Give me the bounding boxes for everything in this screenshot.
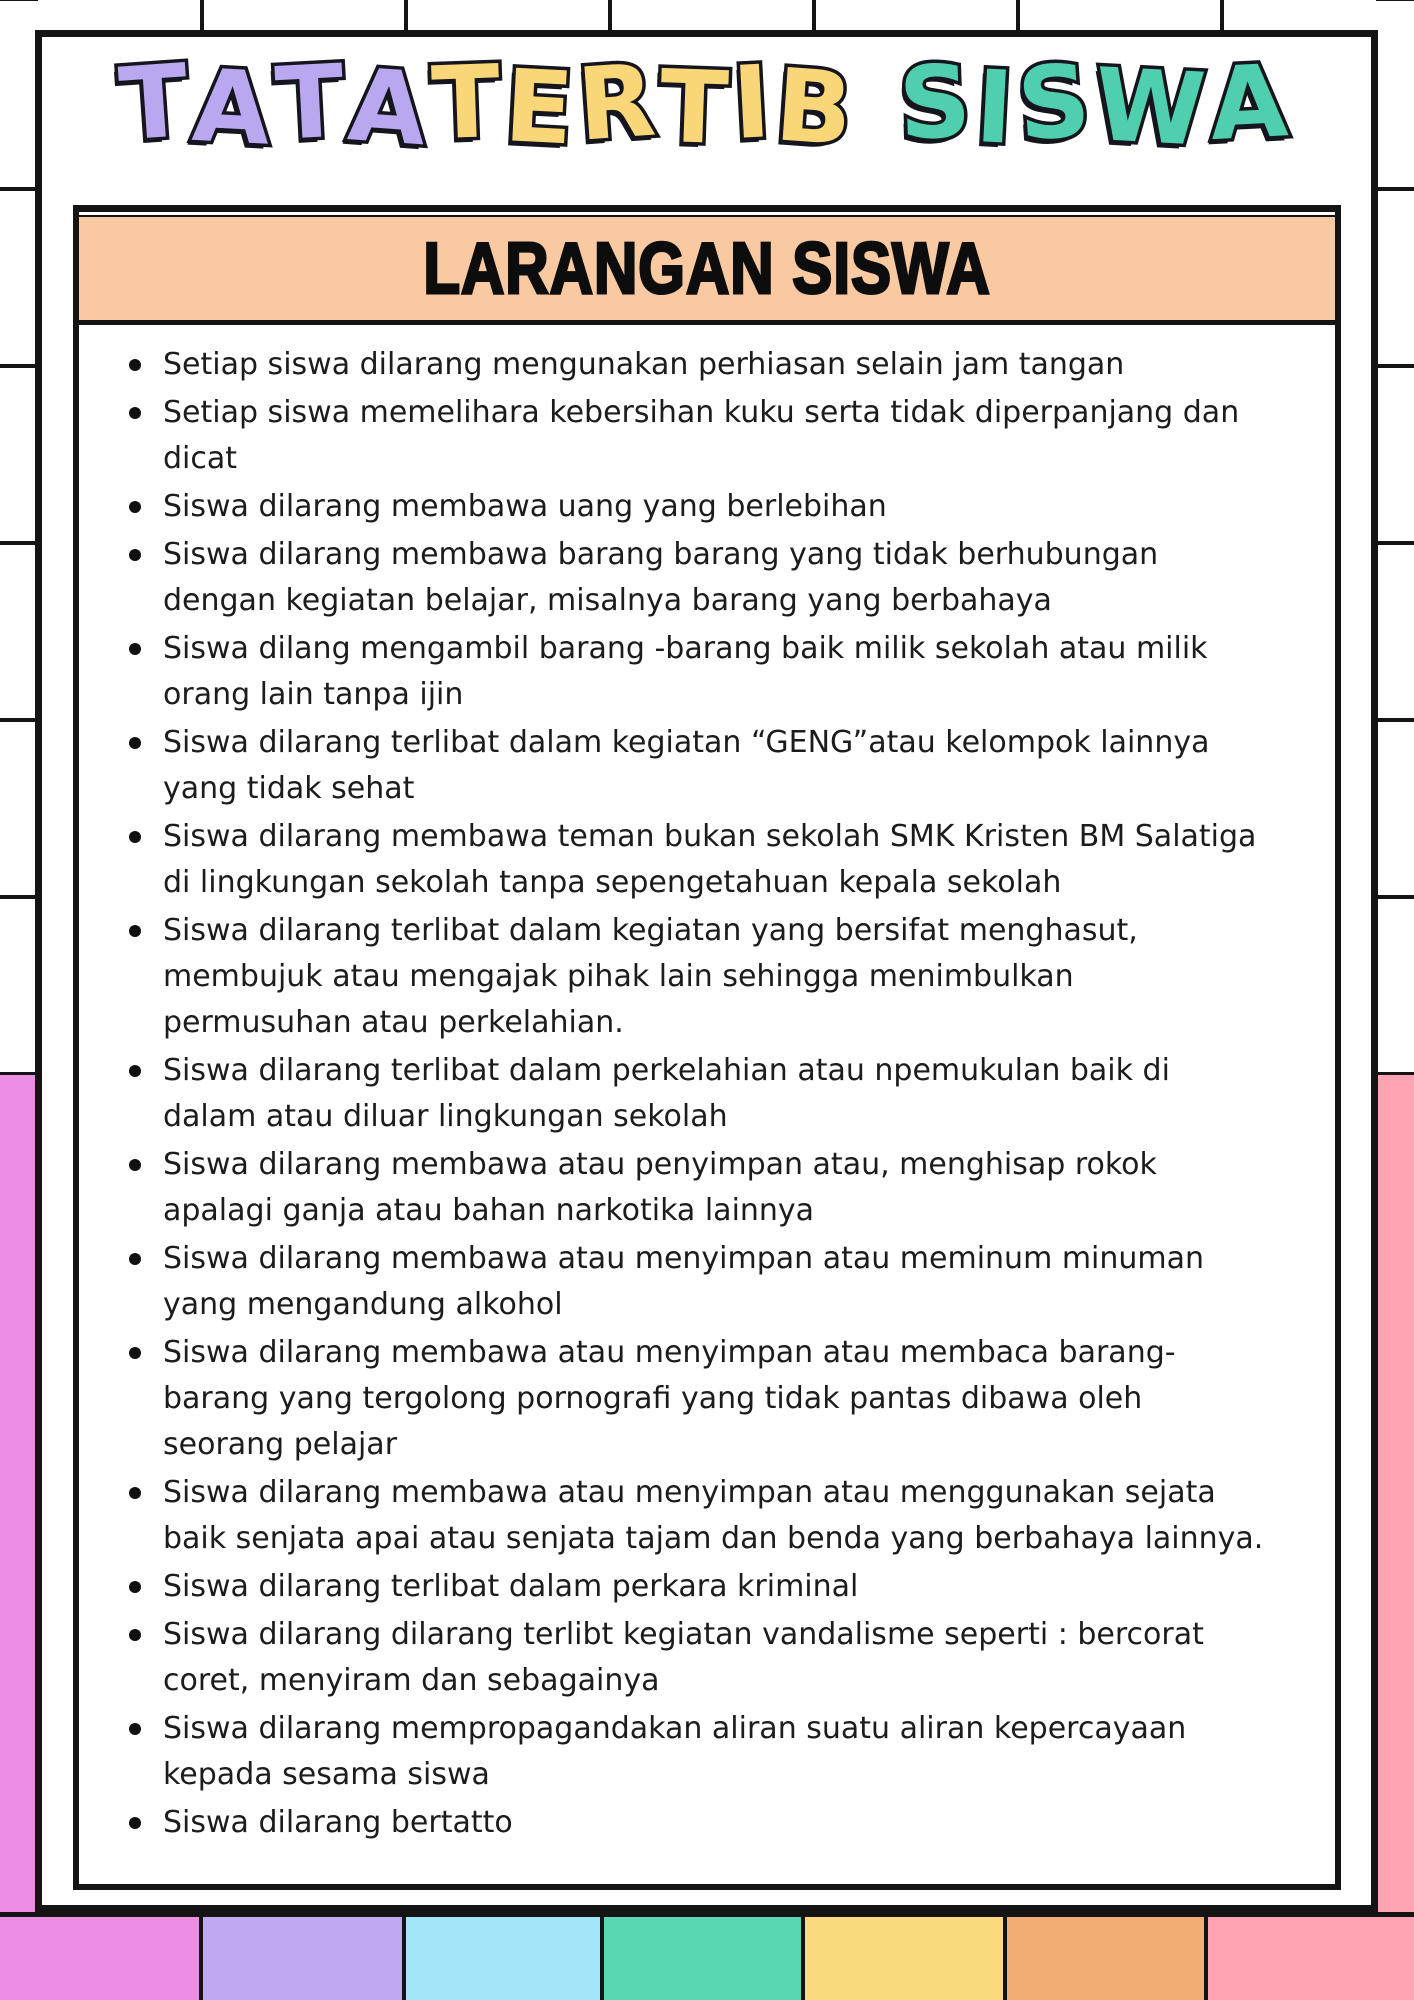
- rule-item: Siswa dilarang membawa atau menyimpan atau menggunakan sejata baik senjata apai atau senjata tajam dan benda yang berbahaya lainnya.: [109, 1470, 1269, 1562]
- title-letter: T: [116, 41, 198, 164]
- footer-tile-yellow: [805, 1917, 1007, 2000]
- rules-list: [79, 325, 1335, 1846]
- title-letter: B: [771, 46, 861, 169]
- footer-tile-cyan: [406, 1917, 604, 2000]
- title-letter: T: [429, 42, 507, 163]
- rule-item: Siswa dilarang terlibat dalam perkara kriminal: [109, 1564, 1269, 1610]
- rule-item: Setiap siswa memelihara kebersihan kuku serta tidak diperpanjang dan dicat: [109, 390, 1269, 482]
- footer-tile-pink: [1208, 1917, 1414, 2000]
- title-letter: T: [657, 47, 736, 168]
- background-grid-left: [0, 0, 38, 2000]
- section-header: [79, 217, 1335, 325]
- footer-tile-orange: [1007, 1917, 1208, 2000]
- left-edge-colored-tile: [0, 1075, 38, 2000]
- rule-item: Siswa dilarang dilarang terlibt kegiatan vandalisme seperti : bercorat coret, menyiram dan sebagainya: [109, 1612, 1269, 1704]
- title-letter: I: [730, 42, 779, 163]
- poster-title: [42, 43, 1371, 167]
- title-letter: S: [1013, 41, 1099, 164]
- rule-item: Siswa dilarang membawa atau penyimpan atau, menghisap rokok apalagi ganja atau bahan narkotika lainnya: [109, 1142, 1269, 1234]
- footer-tile-magenta: [0, 1917, 203, 2000]
- rule-item: Siswa dilarang mempropagandakan aliran suatu aliran kepercayaan kepada sesama siswa: [109, 1706, 1269, 1798]
- rule-item: Siswa dilarang membawa uang yang berlebihan: [109, 484, 1269, 530]
- left-edge-white-tiles: [0, 0, 38, 1075]
- title-letter: T: [272, 42, 352, 163]
- section-heading: LARANGAN SISWA: [423, 228, 991, 309]
- title-letter: A: [344, 46, 436, 169]
- rule-item: Siswa dilarang membawa atau menyimpan atau membaca barang-barang yang tergolong pornografi yang tidak pantas dibawa oleh seorang pelajar: [109, 1330, 1269, 1468]
- rule-item: Siswa dilarang membawa barang barang yang tidak berhubungan dengan kegiatan belajar, misalnya barang yang berbahaya: [109, 532, 1269, 624]
- right-edge-colored-tile: [1376, 1075, 1414, 2000]
- right-edge-white-tiles: [1376, 0, 1414, 1075]
- rule-item: Siswa dilang mengambil barang -barang baik milik sekolah atau milik orang lain tanpa ijin: [109, 626, 1269, 718]
- rule-item: Siswa dilarang membawa teman bukan sekolah SMK Kristen BM Salatiga di lingkungan sekolah tanpa sepengetahuan kepala sekolah: [109, 814, 1269, 906]
- title-letter: R: [573, 41, 664, 164]
- footer-tile-purple: [203, 1917, 406, 2000]
- title-letter: S: [896, 42, 978, 163]
- rule-item: Siswa dilarang membawa atau menyimpan atau meminum minuman yang mengandung alkohol: [109, 1236, 1269, 1328]
- page-panel: [35, 30, 1378, 1912]
- footer-tile-teal: [604, 1917, 805, 2000]
- rule-item: Siswa dilarang terlibat dalam kegiatan “GENG”atau kelompok lainnya yang tidak sehat: [109, 720, 1269, 812]
- rule-item: Siswa dilarang bertatto: [109, 1800, 1269, 1846]
- content-box: [73, 205, 1341, 1890]
- background-grid-right: [1376, 0, 1414, 2000]
- title-letter: A: [1207, 41, 1296, 164]
- footer-color-tiles: [0, 1912, 1414, 2000]
- title-letter: I: [972, 47, 1021, 168]
- title-letter: W: [1091, 46, 1214, 169]
- rule-item: Siswa dilarang terlibat dalam kegiatan yang bersifat menghasut, membujuk atau mengajak pihak lain sehingga menimbulkan permusuhan atau perkelahian.: [109, 908, 1269, 1046]
- rule-item: Siswa dilarang terlibat dalam perkelahian atau npemukulan baik di dalam atau diluar lingkungan sekolah: [109, 1048, 1269, 1140]
- rule-item: Setiap siswa dilarang mengunakan perhiasan selain jam tangan: [109, 342, 1269, 388]
- title-letter: A: [190, 46, 279, 169]
- title-letter: E: [501, 47, 581, 168]
